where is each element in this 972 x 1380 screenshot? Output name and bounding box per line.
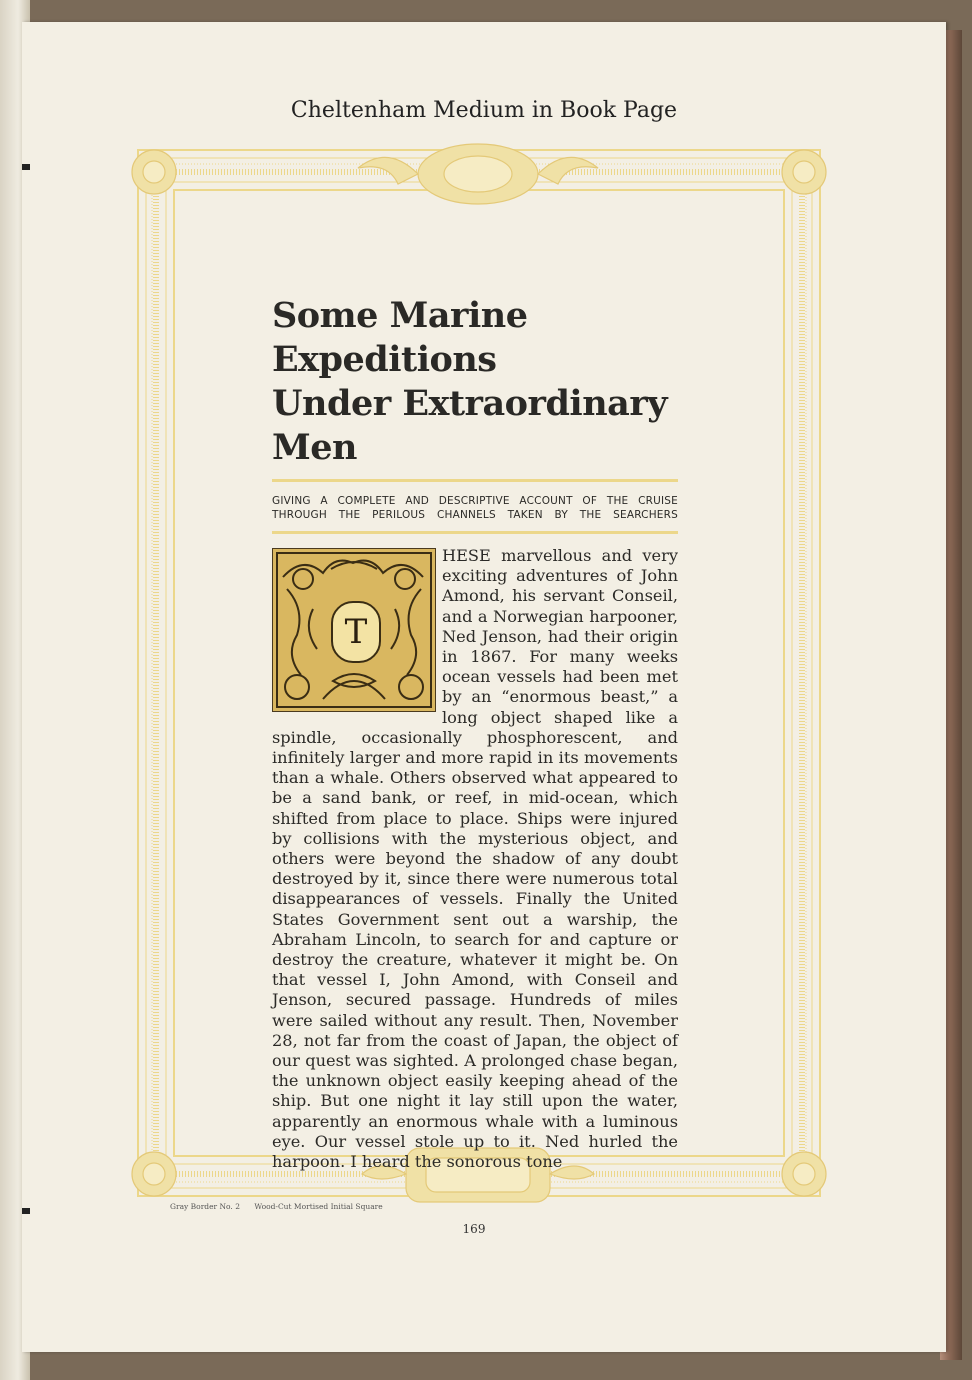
page-number: 169	[462, 1222, 486, 1236]
title-line-1: Some Marine Expeditions	[272, 295, 528, 380]
woodcut-initial-square	[272, 548, 436, 712]
binding-mark	[22, 1208, 30, 1214]
article	[272, 294, 678, 1172]
title-rule	[272, 479, 678, 482]
running-head: Cheltenham Medium in Book Page	[290, 98, 678, 123]
caption-initial: Wood-Cut Mortised Initial Square	[254, 1202, 383, 1211]
caption-border: Gray Border No. 2	[170, 1202, 240, 1211]
body-text: HESE marvellous and very exciting adventures of John Amond, his servant Conseil, and a Norwegian harpooner, Ned Jenson, had their origin in 1867. For many weeks ocean vessels had been met by an “enormous beast,” a long object shaped like a spindle, occasionally phosphorescent, and infinitely larger and more rapid in its movements than a whale. Others observed what appeared to be a sand bank, or reef, in mid-ocean, which shifted from place to place. Ships were injured by collisions with the mysterious object, and others were beyond the shadow of any doubt destroyed by it, since there were numerous total disappearances of vessels. Finally the United States Government sent out a warship, the Abraham Lincoln, to search for and capture or destroy the creature, whatever it might be. On that vessel I, John Amond, with Conseil and Jenson, secured passage. Hundreds of miles were sailed without any result. Then, November 28, not far from the coast of Japan, the object of our quest was sighted. A prolonged chase began, the unknown object easily keeping ahead of the ship. But one night it lay still upon the water, apparently an enormous whale with a luminous eye. Our vessel stole up to it. Ned hurled the harpoon. I heard the sonorous tone	[272, 546, 678, 1172]
subtitle-rule	[272, 531, 678, 534]
binding-mark	[22, 164, 30, 170]
book-page	[22, 22, 946, 1352]
article-body	[272, 546, 678, 1172]
article-title	[272, 294, 678, 470]
initial-letter: T	[331, 601, 381, 663]
article-subtitle: GIVING A COMPLETE AND DESCRIPTIVE ACCOUNT OF THE CRUISE THROUGH THE PERILOUS CHANNELS TAKEN BY THE SEARCHERS	[272, 495, 678, 521]
title-line-2: Under Extraordinary Men	[272, 383, 668, 468]
specimen-caption	[170, 1202, 395, 1211]
